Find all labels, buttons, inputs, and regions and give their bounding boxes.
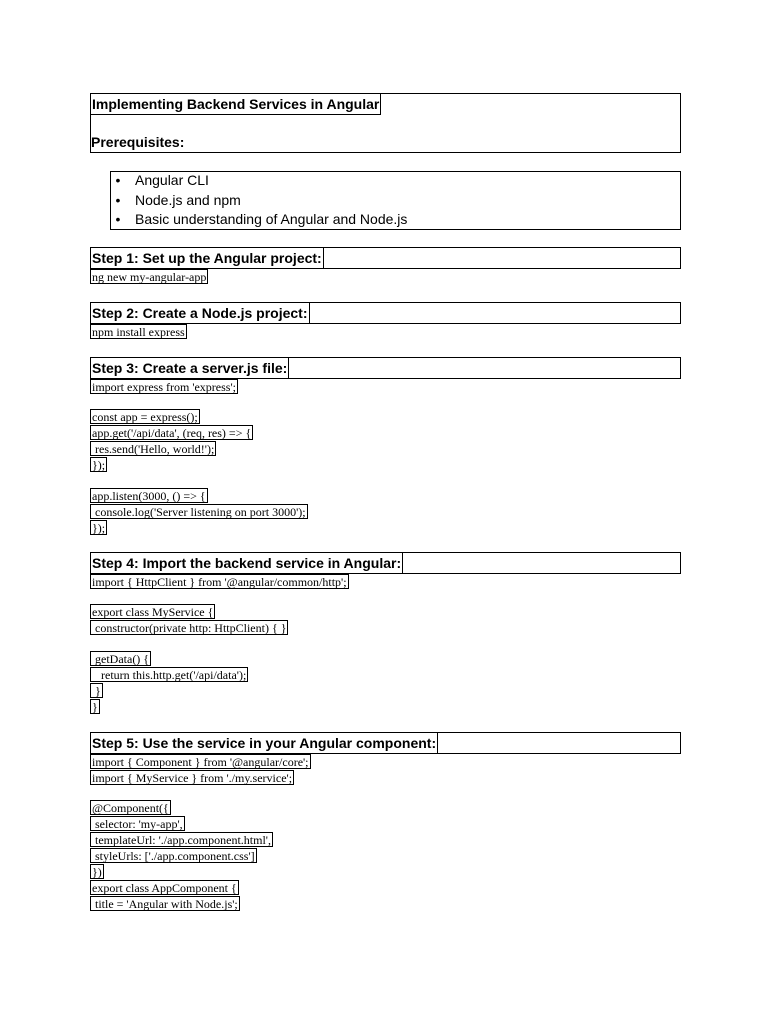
code-line: } — [92, 700, 98, 714]
code-line: ng new my-angular-app — [92, 270, 207, 284]
code-line: export class AppComponent { — [92, 881, 237, 895]
code-line: }) — [92, 865, 102, 879]
code-line: console.log('Server listening on port 3000'); — [92, 505, 306, 519]
code-line: return this.http.get('/api/data'); — [92, 668, 247, 682]
code-line: } — [92, 684, 101, 698]
step2-heading: Step 2: Create a Node.js project: — [90, 302, 310, 324]
prerequisite-text: Node.js and npm — [135, 191, 241, 208]
bullet-icon: • — [115, 172, 121, 188]
code-line: import { HttpClient } from '@angular/common/http'; — [92, 575, 347, 589]
step4-heading: Step 4: Import the backend service in Angular: — [90, 552, 403, 574]
code-line: const app = express(); — [92, 410, 198, 424]
bullet-icon: • — [115, 191, 121, 208]
code-line: constructor(private http: HttpClient) { } — [92, 621, 287, 635]
code-line: }); — [92, 521, 106, 535]
code-line: import { MyService } from './my.service'; — [92, 771, 293, 785]
code-line: title = 'Angular with Node.js'; — [92, 897, 238, 911]
code-line: app.listen(3000, () => { — [92, 489, 206, 503]
prerequisite-text: Angular CLI — [135, 172, 209, 188]
step3-heading: Step 3: Create a server.js file: — [90, 357, 289, 379]
code-line: }); — [92, 458, 106, 472]
code-line: import { Component } from '@angular/core'; — [92, 755, 309, 769]
bullet-icon: • — [115, 211, 121, 227]
document-title: Implementing Backend Services in Angular — [90, 93, 381, 115]
code-line: styleUrls: ['./app.component.css'] — [92, 849, 255, 863]
code-line: export class MyService { — [92, 605, 214, 619]
step5-heading: Step 5: Use the service in your Angular component: — [90, 732, 438, 754]
code-line: getData() { — [92, 652, 150, 666]
code-line: app.get('/api/data', (req, res) => { — [92, 426, 252, 440]
step1-heading: Step 1: Set up the Angular project: — [90, 247, 324, 269]
prerequisites-heading: Prerequisites: — [91, 134, 185, 150]
code-line: templateUrl: './app.component.html', — [92, 833, 271, 847]
prerequisite-text: Basic understanding of Angular and Node.js — [135, 211, 408, 227]
code-line: npm install express — [92, 325, 185, 339]
code-line: selector: 'my-app', — [92, 817, 183, 831]
code-line: @Component({ — [92, 801, 169, 815]
code-line: import express from 'express'; — [92, 380, 236, 394]
code-line: res.send('Hello, world!'); — [92, 442, 215, 456]
